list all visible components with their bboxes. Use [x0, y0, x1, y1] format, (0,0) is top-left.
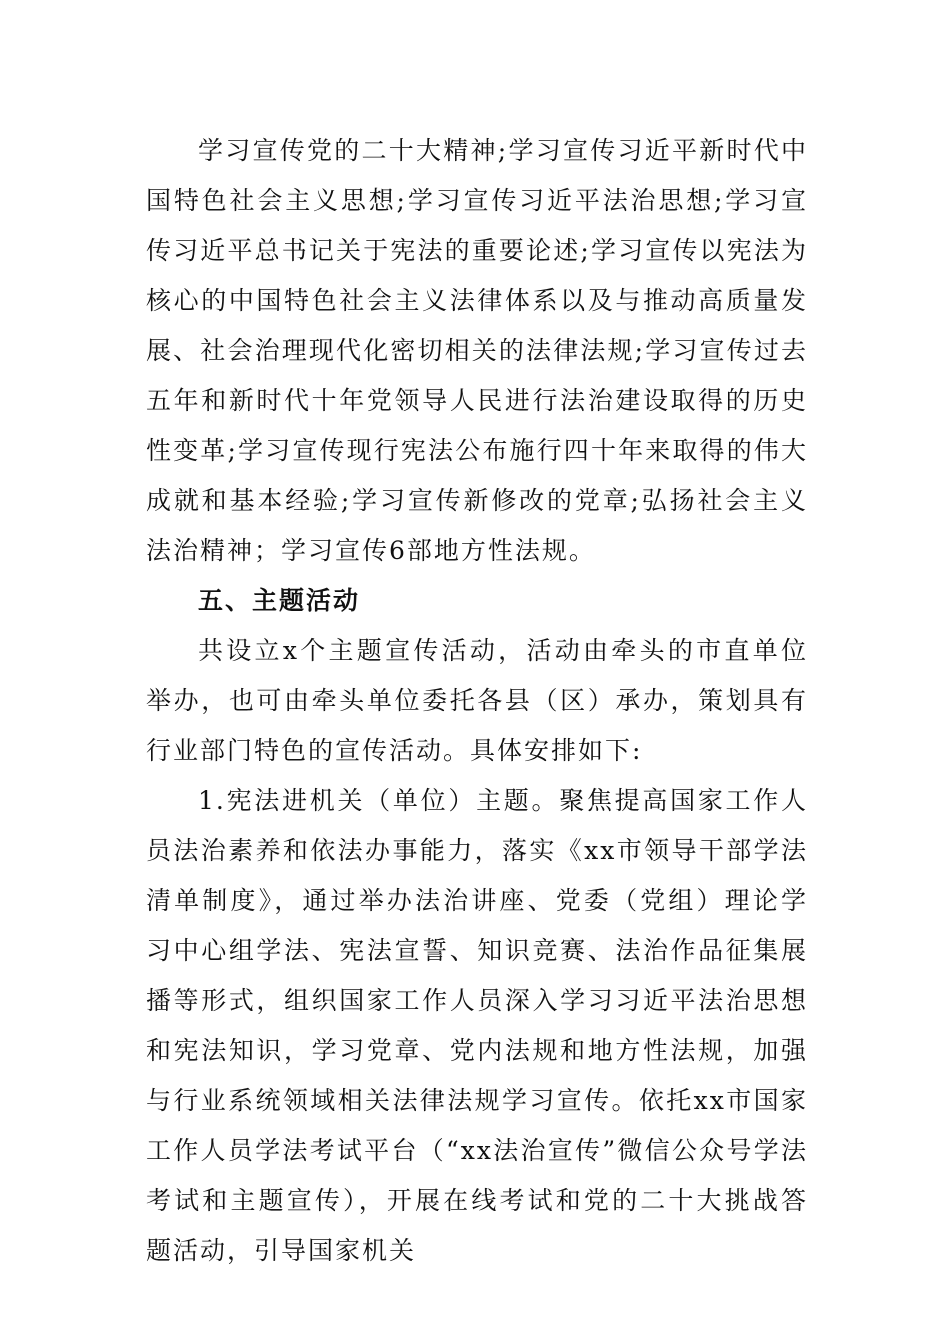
paragraph-study-content: 学习宣传党的二十大精神;学习宣传习近平新时代中国特色社会主义思想;学习宣传习近平法治思想;学习宣传习近平总书记关于宪法的重要论述;学习宣传以宪法为核心的中国特色社会主义法律体系以及与推动高质量发展、社会治理现代化密切相关的法律法规;学习宣传过去五年和新时代十年党领导人民进行法治建设取得的历史性变革;学习宣传现行宪法公布施行四十年来取得的伟大成就和基本经验;学习宣传新修改的党章;弘扬社会主义法治精神；学习宣传6部地方性法规。 [146, 136, 808, 565]
paragraph-activities-overview: 共设立x个主题宣传活动，活动由牵头的市直单位举办，也可由牵头单位委托各县（区）承办，策划具有行业部门特色的宣传活动。具体安排如下: [146, 636, 808, 765]
paragraph-item-1: 1.宪法进机关（单位）主题。聚焦提高国家工作人员法治素养和依法办事能力，落实《xx市领导干部学法清单制度》，通过举办法治讲座、党委（党组）理论学习中心组学法、宪法宣誓、知识竞赛、法治作品征集展播等形式，组织国家工作人员深入学习习近平法治思想和宪法知识，学习党章、党内法规和地方性法规，加强与行业系统领域相关法律法规学习宣传。依托xx市国家工作人员学法考试平台（“xx法治宣传”微信公众号学法考试和主题宣传），开展在线考试和党的二十大挑战答题活动，引导国家机关 [146, 786, 808, 1265]
document-page [146, 126, 808, 1276]
section-heading-themed-activities: 五、主题活动 [198, 586, 361, 615]
